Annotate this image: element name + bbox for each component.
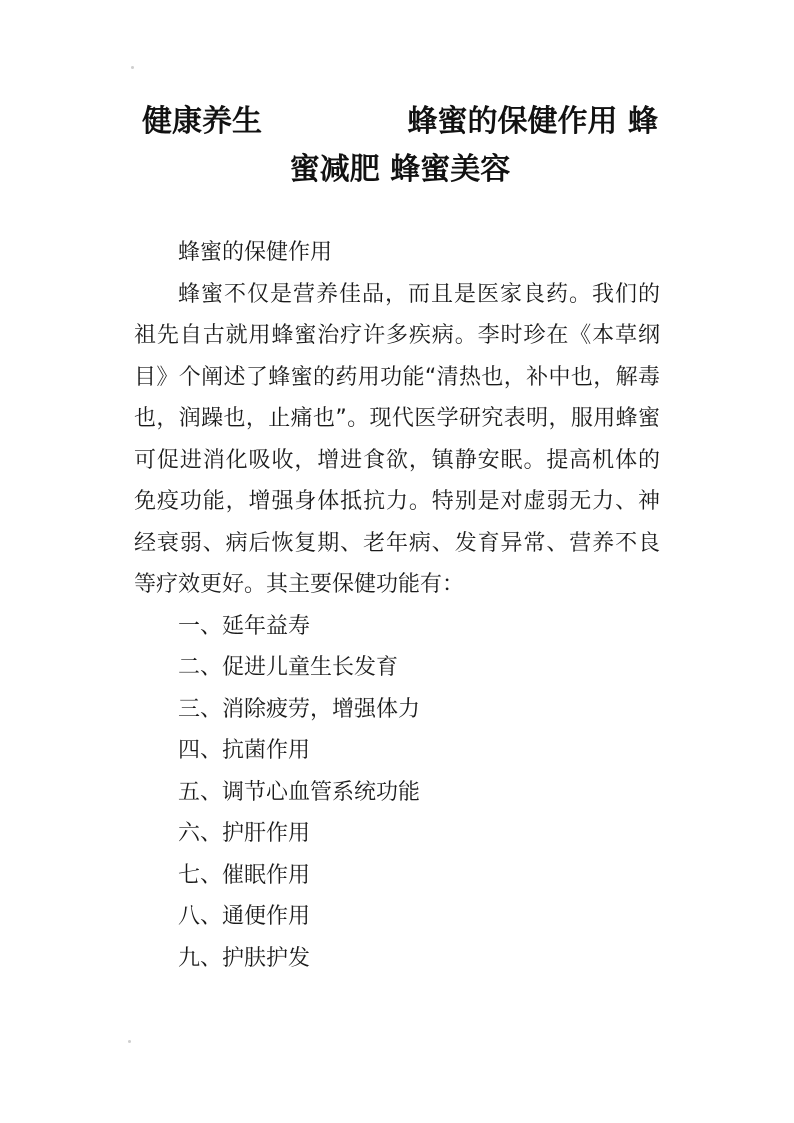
title-main-part: 蜂蜜的保健作用 蜂 xyxy=(407,104,658,139)
list-item: 二、促进儿童生长发育 xyxy=(178,655,399,680)
title-line-1 xyxy=(130,98,670,146)
list-item: 九、护肤护发 xyxy=(178,945,311,971)
document-title xyxy=(130,98,670,194)
list-item: 七、催眠作用 xyxy=(178,862,311,888)
list-item: 六、护肝作用 xyxy=(178,821,311,846)
list-item: 八、通便作用 xyxy=(178,904,311,929)
list-item: 三、消除疲劳，增强体力 xyxy=(178,696,421,722)
body-paragraph: 蜂蜜不仅是营养佳品，而且是医家良药。我们的祖先自古就用蜂蜜治疗许多疾病。李时珍在《本草纲目》个阐述了蜂蜜的药用功能“清热也，补中也，解毒也，润躁也，止痛也”。现代医学研究表明，服用蜂蜜可促进消化吸收，增进食欲，镇静安眠。提高机体的免疫功能，增强身体抵抗力。特别是对虚弱无力、神经衰弱、病后恢复期、老年病、发育异常、营养不良等疗效更好。其主要保健功能有： xyxy=(134,281,660,597)
title-category: 健康养生 xyxy=(142,104,262,139)
list-item: 四、抗菌作用 xyxy=(178,738,311,763)
section-heading: 蜂蜜的保健作用 xyxy=(178,240,333,265)
document-body xyxy=(134,232,660,979)
scan-speck xyxy=(131,66,134,69)
list-item: 五、调节心血管系统功能 xyxy=(178,779,421,805)
scan-speck xyxy=(128,1040,131,1043)
list-item: 一、延年益寿 xyxy=(178,613,311,639)
title-line-2: 蜜减肥 蜂蜜美容 xyxy=(289,152,511,187)
